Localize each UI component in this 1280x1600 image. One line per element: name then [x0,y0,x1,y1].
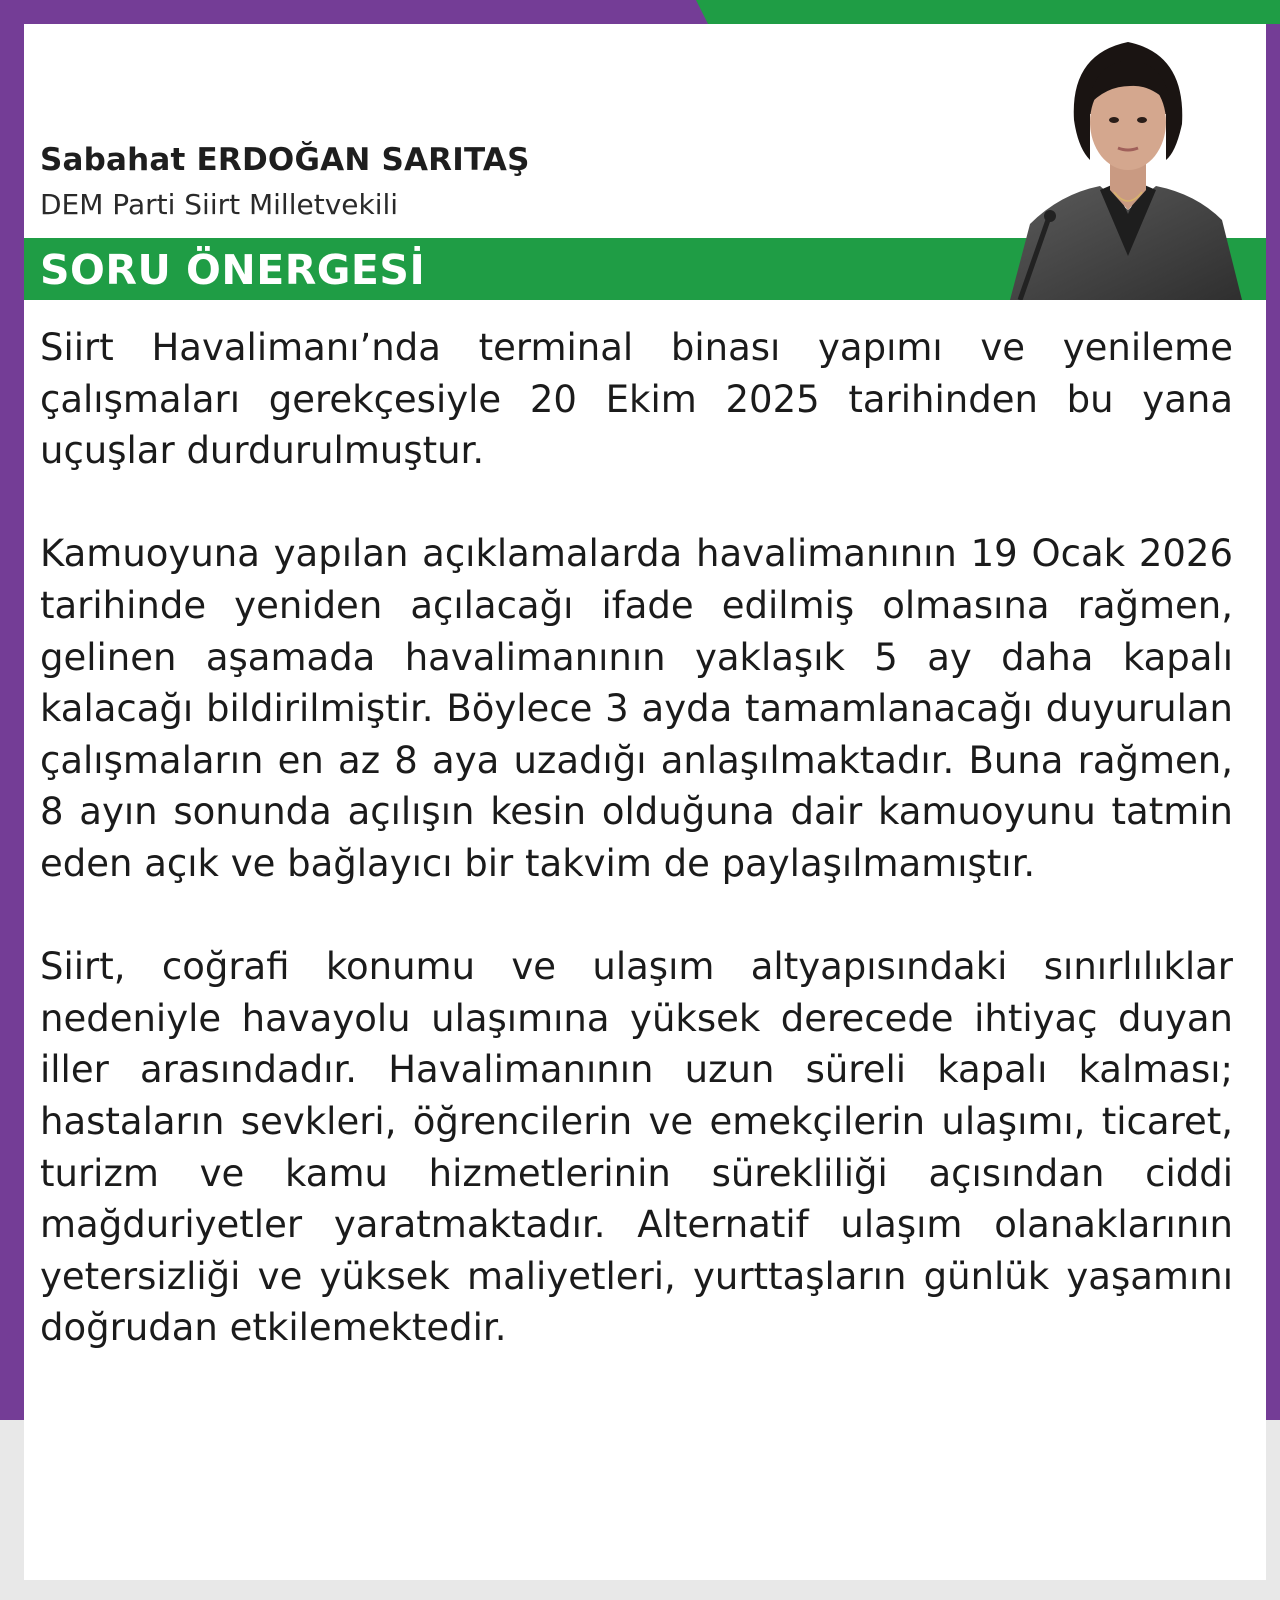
frame-border-left [0,0,24,1420]
paragraph: Siirt Havalimanı’nda terminal binası yapımı ve yenileme çalışmaları gerekçesiyle 20 Ekim 2025 tarihinden bu yana uçuşlar durdurulmuştur. [40,326,1233,473]
frame-border-right [1266,0,1280,1420]
deputy-role: DEM Parti Siirt Milletvekili [40,188,399,221]
document-card [24,24,1266,1580]
question-body [40,322,1233,1354]
page-title: SORU ÖNERGESİ [40,246,426,294]
frame-border-top [0,0,720,24]
deputy-name: Sabahat ERDOĞAN SARITAŞ [40,142,530,178]
paragraph: Kamuoyuna yapılan açıklamalarda havalimanının 19 Ocak 2026 tarihinde yeniden açılacağı ifade edilmiş olmasına rağmen, gelinen aşamada havalimanının yaklaşık 5 ay daha kapalı kalacağı bildirilmiştir. Böylece 3 ayda tamamlanacağı duyurulan çalışmaların en az 8 aya uzadığı anlaşılmaktadır. Buna rağmen, 8 ayın sonunda açılışın kesin olduğuna dair kamuoyunu tatmin eden açık ve bağlayıcı bir takvim de paylaşılmamıştır. [40,532,1233,885]
portrait-illustration [990,24,1266,300]
paragraph: Siirt, coğrafi konumu ve ulaşım altyapısındaki sınırlılıklar nedeniyle havayolu ulaşımına yüksek derecede ihtiyaç duyan iller arasındadır. Havalimanının uzun süreli kapalı kalması; hastaların sevkleri, öğrencilerin ve emekçilerin ulaşımı, ticaret, turizm ve kamu hizmetlerinin sürekliliği açısından ciddi mağduriyetler yaratmaktadır. Alternatif ulaşım olanaklarının yetersizliği ve yüksek maliyetleri, yurttaşların günlük yaşamını doğrudan etkilemektedir. [40,945,1233,1350]
portrait-photo [990,24,1266,300]
frame-accent-top [708,0,1280,24]
